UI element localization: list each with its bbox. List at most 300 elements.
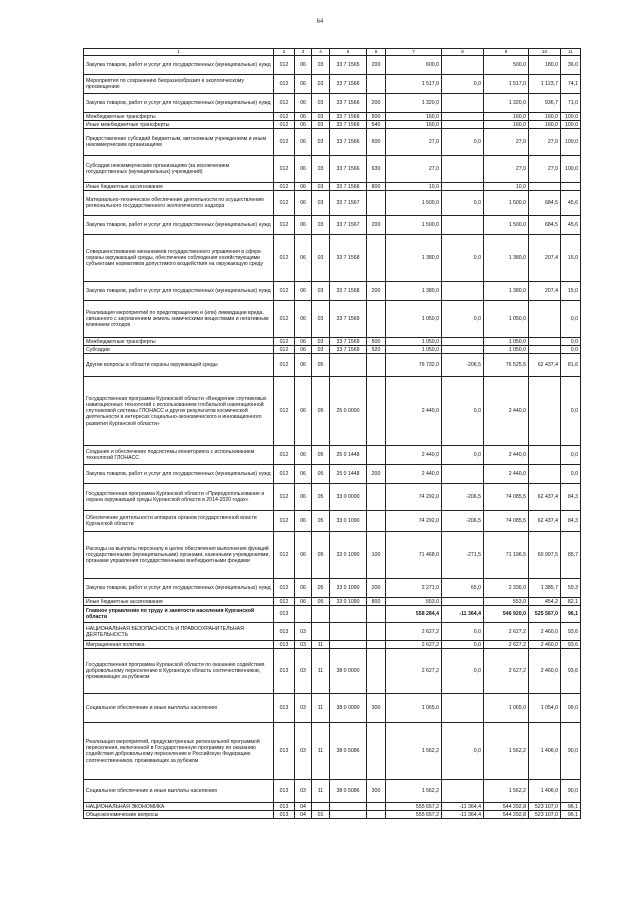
cell-approved: 1 380,0 [386,235,442,282]
cell-approved: 555 657,2 [386,811,442,819]
cell-gr: 012 [274,511,295,532]
column-number: 9 [484,49,529,56]
cell-podrazdel: 03 [312,121,330,129]
row-name: Материально-техническое обеспечение деятельности по осуществлению регионального государственного экологического надзора [84,191,274,216]
cell-percent: 99,0 [561,694,581,723]
cell-adjusted: 2 440,0 [484,465,529,484]
cell-target-article: 33 7 1567 [330,216,367,235]
cell-gr: 013 [274,649,295,694]
row-name: Закупка товаров, работ и услуг для государственных (муниципальных) нужд [84,216,274,235]
cell-expense-type: 300 [367,694,386,723]
cell-target-article [330,606,367,623]
table-row [84,377,581,446]
cell-gr: 012 [274,216,295,235]
cell-change [442,94,484,113]
cell-approved: 74 292,0 [386,484,442,511]
cell-executed: 27,0 [529,156,561,183]
cell-adjusted: 544 292,8 [484,803,529,811]
cell-change [442,156,484,183]
cell-executed: 523 107,0 [529,811,561,819]
cell-podrazdel: 05 [312,598,330,606]
cell-percent: 81,6 [561,354,581,377]
cell-adjusted: 10,0 [484,183,529,191]
cell-executed: 60 997,5 [529,532,561,579]
cell-executed: 523 107,0 [529,803,561,811]
cell-change [442,694,484,723]
cell-podrazdel: 05 [312,377,330,446]
cell-approved: 2 440,0 [386,465,442,484]
cell-razdel: 06 [295,532,312,579]
table-row [84,623,581,641]
cell-approved: 160,0 [386,121,442,129]
cell-target-article [330,811,367,819]
cell-executed: 936,7 [529,94,561,113]
row-name: Межбюджетные трансферты [84,113,274,121]
cell-gr: 012 [274,113,295,121]
cell-adjusted: 1 380,0 [484,282,529,301]
cell-gr: 012 [274,56,295,75]
table-body [84,49,581,819]
cell-approved: 2 627,2 [386,623,442,641]
cell-approved: 600,0 [386,56,442,75]
row-name: Закупка товаров, работ и услуг для государственных (муниципальных) нужд [84,282,274,301]
cell-razdel: 06 [295,301,312,338]
table-row [84,641,581,649]
cell-change [442,338,484,346]
cell-target-article: 33 0 1090 [330,532,367,579]
row-name: Миграционная политика [84,641,274,649]
cell-target-article: 33 0 0000 [330,484,367,511]
cell-razdel: 06 [295,183,312,191]
cell-percent: 96,1 [561,606,581,623]
cell-adjusted: 27,0 [484,129,529,156]
cell-change [442,598,484,606]
cell-percent: 45,6 [561,216,581,235]
cell-approved: 1 500,0 [386,216,442,235]
table-row [84,579,581,598]
cell-approved: 76 732,0 [386,354,442,377]
cell-change: 0,0 [442,446,484,465]
cell-executed: 684,5 [529,216,561,235]
table-row [84,75,581,94]
cell-percent: 100,0 [561,121,581,129]
cell-razdel: 06 [295,338,312,346]
cell-approved: 71 468,0 [386,532,442,579]
cell-podrazdel: 03 [312,129,330,156]
cell-percent [561,183,581,191]
cell-podrazdel: 03 [312,75,330,94]
cell-change [442,121,484,129]
cell-gr: 012 [274,354,295,377]
table-row [84,113,581,121]
cell-change: -11 364,4 [442,606,484,623]
cell-executed: 160,0 [529,121,561,129]
cell-target-article: 33 7 1566 [330,183,367,191]
cell-razdel: 06 [295,191,312,216]
cell-target-article [330,354,367,377]
cell-adjusted: 2 336,0 [484,579,529,598]
table-row [84,598,581,606]
column-number: 7 [386,49,442,56]
row-name: Предоставление субсидий бюджетным, автономным учреждениям и иным некоммерческим организациям [84,129,274,156]
cell-gr: 012 [274,129,295,156]
cell-gr: 013 [274,623,295,641]
cell-razdel: 06 [295,156,312,183]
cell-executed: 62 437,4 [529,511,561,532]
cell-adjusted: 1 517,0 [484,75,529,94]
table-row [84,235,581,282]
cell-gr: 012 [274,346,295,354]
cell-percent: 71,0 [561,94,581,113]
table-row [84,338,581,346]
row-name: Иные межбюджетные трансферты [84,121,274,129]
cell-adjusted: 1 500,0 [484,216,529,235]
cell-adjusted: 1 380,0 [484,235,529,282]
table-row [84,649,581,694]
cell-podrazdel: 03 [312,94,330,113]
table-row [84,803,581,811]
cell-podrazdel: 03 [312,282,330,301]
row-name: Закупка товаров, работ и услуг для государственных (муниципальных) нужд [84,56,274,75]
row-name: Государственная программа Курганской области по оказанию содействия добровольному переселению в Курганскую область соотечественников, проживающих за рубежом [84,649,274,694]
cell-razdel: 06 [295,346,312,354]
cell-adjusted: 1 065,0 [484,694,529,723]
column-number: 10 [529,49,561,56]
cell-percent: 74,1 [561,75,581,94]
cell-adjusted: 27,0 [484,156,529,183]
row-name: Совершенствование механизмов государственного управления в сфере охраны окружающей среды, обеспечение соблюдения хозяйствующими субъектами нормативов допустимого воздействия на окружающую среду [84,235,274,282]
cell-executed: 27,0 [529,129,561,156]
cell-change: 0,0 [442,191,484,216]
cell-target-article: 33 7 1568 [330,235,367,282]
table-row [84,511,581,532]
cell-razdel: 06 [295,446,312,465]
cell-executed [529,446,561,465]
cell-executed: 454,2 [529,598,561,606]
cell-gr: 012 [274,191,295,216]
cell-target-article [330,803,367,811]
cell-change [442,465,484,484]
cell-gr: 012 [274,377,295,446]
cell-change: 0,0 [442,623,484,641]
cell-razdel: 06 [295,511,312,532]
cell-approved: 27,0 [386,156,442,183]
cell-adjusted: 2 440,0 [484,446,529,465]
cell-approved: 1 050,0 [386,301,442,338]
cell-expense-type [367,723,386,780]
cell-razdel: 06 [295,113,312,121]
cell-executed: 1 123,7 [529,75,561,94]
cell-target-article: 38 0 0000 [330,694,367,723]
cell-expense-type [367,354,386,377]
cell-expense-type [367,484,386,511]
cell-expense-type [367,301,386,338]
cell-razdel: 03 [295,649,312,694]
cell-executed: 207,4 [529,282,561,301]
row-name: НАЦИОНАЛЬНАЯ ЭКОНОМИКА [84,803,274,811]
table-row [84,346,581,354]
cell-executed [529,338,561,346]
cell-razdel: 06 [295,282,312,301]
cell-razdel: 03 [295,780,312,803]
cell-razdel: 06 [295,235,312,282]
cell-adjusted: 76 525,5 [484,354,529,377]
cell-target-article: 33 0 1090 [330,598,367,606]
cell-expense-type [367,623,386,641]
cell-target-article: 38 0 5086 [330,723,367,780]
cell-target-article: 33 7 1569 [330,338,367,346]
cell-percent: 36,0 [561,56,581,75]
row-name: Общеэкономические вопросы [84,811,274,819]
cell-percent: 82,1 [561,598,581,606]
cell-percent: 84,3 [561,511,581,532]
column-number: 2 [274,49,295,56]
cell-gr: 013 [274,803,295,811]
column-number: 1 [84,49,274,56]
cell-adjusted: 546 920,0 [484,606,529,623]
cell-expense-type [367,191,386,216]
cell-adjusted: 544 292,8 [484,811,529,819]
cell-podrazdel: 05 [312,511,330,532]
cell-change: 0,0 [442,723,484,780]
cell-razdel: 06 [295,598,312,606]
cell-executed: 684,5 [529,191,561,216]
table-row [84,484,581,511]
row-name: Государственная программа Курганской области «Внедрение спутниковых навигационных технологий с использованием глобальной навигационной спутниковой системы ГЛОНАСС и других результатов космической деятельности в интересах социально-экономического и инновационного развития Курганской области» [84,377,274,446]
column-number: 5 [330,49,367,56]
row-name: Закупка товаров, работ и услуг для государственных (муниципальных) нужд [84,579,274,598]
table-row [84,465,581,484]
cell-approved: 1 065,0 [386,694,442,723]
cell-razdel: 03 [295,723,312,780]
cell-change [442,216,484,235]
cell-approved: 2 271,0 [386,579,442,598]
cell-razdel: 06 [295,56,312,75]
column-number: 11 [561,49,581,56]
cell-target-article: 25 0 0000 [330,377,367,446]
column-number: 4 [312,49,330,56]
cell-expense-type [367,511,386,532]
cell-gr: 012 [274,301,295,338]
cell-target-article: 33 7 1568 [330,282,367,301]
table-row [84,216,581,235]
row-name: Закупка товаров, работ и услуг для государственных (муниципальных) нужд [84,94,274,113]
cell-percent: 84,3 [561,484,581,511]
cell-executed: 1 406,0 [529,723,561,780]
cell-percent: 0,0 [561,346,581,354]
table-row [84,723,581,780]
cell-gr: 012 [274,75,295,94]
cell-podrazdel: 11 [312,694,330,723]
cell-podrazdel: 03 [312,56,330,75]
cell-executed: 180,0 [529,56,561,75]
cell-change [442,183,484,191]
row-name: Субсидии [84,346,274,354]
cell-expense-type [367,377,386,446]
cell-change: 0,0 [442,235,484,282]
cell-change: 0,0 [442,377,484,446]
cell-change: -271,5 [442,532,484,579]
cell-gr: 013 [274,606,295,623]
table-row [84,121,581,129]
cell-gr: 012 [274,183,295,191]
cell-approved: 2 440,0 [386,377,442,446]
cell-expense-type [367,649,386,694]
cell-executed: 62 437,4 [529,354,561,377]
cell-percent: 15,0 [561,282,581,301]
cell-podrazdel [312,606,330,623]
cell-podrazdel: 05 [312,354,330,377]
cell-gr: 012 [274,465,295,484]
cell-target-article: 33 7 1566 [330,94,367,113]
cell-percent: 93,6 [561,649,581,694]
cell-percent: 15,0 [561,235,581,282]
cell-target-article: 33 7 1566 [330,113,367,121]
cell-gr: 013 [274,723,295,780]
cell-razdel: 06 [295,216,312,235]
cell-approved: 2 627,2 [386,649,442,694]
cell-expense-type [367,235,386,282]
row-name: Реализация мероприятий, предусмотренных региональной программой переселения, включенной в Государственную программу по оказанию содействия добровольному переселению в Российскую Федерацию соотечественников, проживающих за рубежом [84,723,274,780]
cell-expense-type: 200 [367,579,386,598]
cell-change: 65,0 [442,579,484,598]
cell-approved: 1 500,0 [386,191,442,216]
row-name: Субсидии некоммерческим организациям (за исключением государственных (муниципальных) учреждений) [84,156,274,183]
cell-podrazdel: 03 [312,183,330,191]
table-row [84,94,581,113]
cell-target-article: 33 7 1566 [330,75,367,94]
cell-approved: 1 562,2 [386,780,442,803]
cell-change [442,113,484,121]
cell-executed [529,346,561,354]
cell-podrazdel: 05 [312,465,330,484]
cell-target-article: 38 0 5086 [330,780,367,803]
cell-gr: 013 [274,694,295,723]
cell-target-article: 33 7 1566 [330,121,367,129]
row-name: Расходы на выплаты персоналу в целях обеспечения выполнения функций государственными (муниципальными) органами, казенными учреждениями, органами управления государственными внебюджетными фондами [84,532,274,579]
cell-expense-type: 500 [367,113,386,121]
cell-razdel: 06 [295,94,312,113]
cell-podrazdel: 03 [312,156,330,183]
cell-expense-type [367,446,386,465]
cell-target-article [330,623,367,641]
cell-expense-type: 800 [367,598,386,606]
cell-razdel: 06 [295,129,312,156]
row-name: НАЦИОНАЛЬНАЯ БЕЗОПАСНОСТЬ И ПРАВООХРАНИТЕЛЬНАЯ ДЕЯТЕЛЬНОСТЬ [84,623,274,641]
table-row [84,694,581,723]
table-row [84,183,581,191]
cell-percent: 100,0 [561,113,581,121]
cell-razdel: 03 [295,623,312,641]
table-row [84,532,581,579]
cell-podrazdel: 03 [312,346,330,354]
cell-target-article: 33 0 1090 [330,579,367,598]
row-name: Обеспечение деятельности аппарата органов государственной власти Курганской области [84,511,274,532]
cell-percent: 0,0 [561,465,581,484]
cell-percent: 85,7 [561,532,581,579]
cell-razdel: 06 [295,354,312,377]
cell-change: -11 364,4 [442,811,484,819]
cell-target-article: 33 7 1569 [330,346,367,354]
cell-podrazdel: 11 [312,641,330,649]
row-name: Создание и обеспечение подсистемы мониторинга с использованием технологий ГЛОНАСС [84,446,274,465]
cell-podrazdel: 05 [312,579,330,598]
table-row [84,301,581,338]
cell-podrazdel: 03 [312,113,330,121]
cell-expense-type [367,803,386,811]
cell-executed [529,465,561,484]
cell-razdel: 06 [295,75,312,94]
cell-approved: 10,0 [386,183,442,191]
cell-gr: 013 [274,811,295,819]
cell-podrazdel: 11 [312,723,330,780]
cell-adjusted: 74 085,5 [484,511,529,532]
cell-target-article [330,641,367,649]
cell-percent: 59,3 [561,579,581,598]
cell-podrazdel: 03 [312,191,330,216]
cell-expense-type [367,75,386,94]
table-row [84,446,581,465]
cell-change [442,346,484,354]
cell-executed: 1 385,7 [529,579,561,598]
cell-target-article: 33 7 1567 [330,191,367,216]
cell-gr: 012 [274,446,295,465]
cell-percent: 90,0 [561,723,581,780]
cell-approved: 1 320,0 [386,94,442,113]
cell-target-article: 33 7 1565 [330,56,367,75]
cell-change: 0,0 [442,75,484,94]
cell-razdel: 04 [295,811,312,819]
cell-target-article: 33 0 1090 [330,511,367,532]
cell-expense-type [367,811,386,819]
cell-target-article: 33 7 1566 [330,156,367,183]
cell-podrazdel: 01 [312,811,330,819]
cell-percent: 0,0 [561,301,581,338]
cell-approved: 2 627,2 [386,641,442,649]
row-name: Межбюджетные трансферты [84,338,274,346]
cell-target-article: 38 0 0000 [330,649,367,694]
cell-razdel: 06 [295,465,312,484]
cell-gr: 012 [274,282,295,301]
cell-approved: 1 050,0 [386,346,442,354]
cell-adjusted: 1 500,0 [484,191,529,216]
cell-gr: 013 [274,780,295,803]
cell-change [442,780,484,803]
column-number: 6 [367,49,386,56]
cell-expense-type: 200 [367,216,386,235]
cell-razdel: 03 [295,694,312,723]
row-name: Государственная программа Курганской области «Природопользование и охрана окружающей среды Курганской области в 2014-2020 годах» [84,484,274,511]
cell-target-article: 33 7 1566 [330,129,367,156]
cell-adjusted: 160,0 [484,121,529,129]
row-name: Мероприятия по сохранению биоразнообразия и экологическому просвещению [84,75,274,94]
table-row [84,56,581,75]
row-name: Иные бюджетные ассигнования [84,598,274,606]
cell-gr: 012 [274,121,295,129]
cell-target-article: 25 0 1448 [330,446,367,465]
cell-approved: 160,0 [386,113,442,121]
cell-adjusted: 74 085,5 [484,484,529,511]
cell-expense-type: 200 [367,282,386,301]
cell-expense-type: 800 [367,183,386,191]
row-name: Закупка товаров, работ и услуг для государственных (муниципальных) нужд [84,465,274,484]
cell-expense-type: 300 [367,780,386,803]
cell-adjusted: 2 627,2 [484,623,529,641]
table-row [84,191,581,216]
cell-adjusted: 2 627,2 [484,649,529,694]
row-name: Социальное обеспечение и иные выплаты населению [84,694,274,723]
cell-executed: 2 460,0 [529,641,561,649]
